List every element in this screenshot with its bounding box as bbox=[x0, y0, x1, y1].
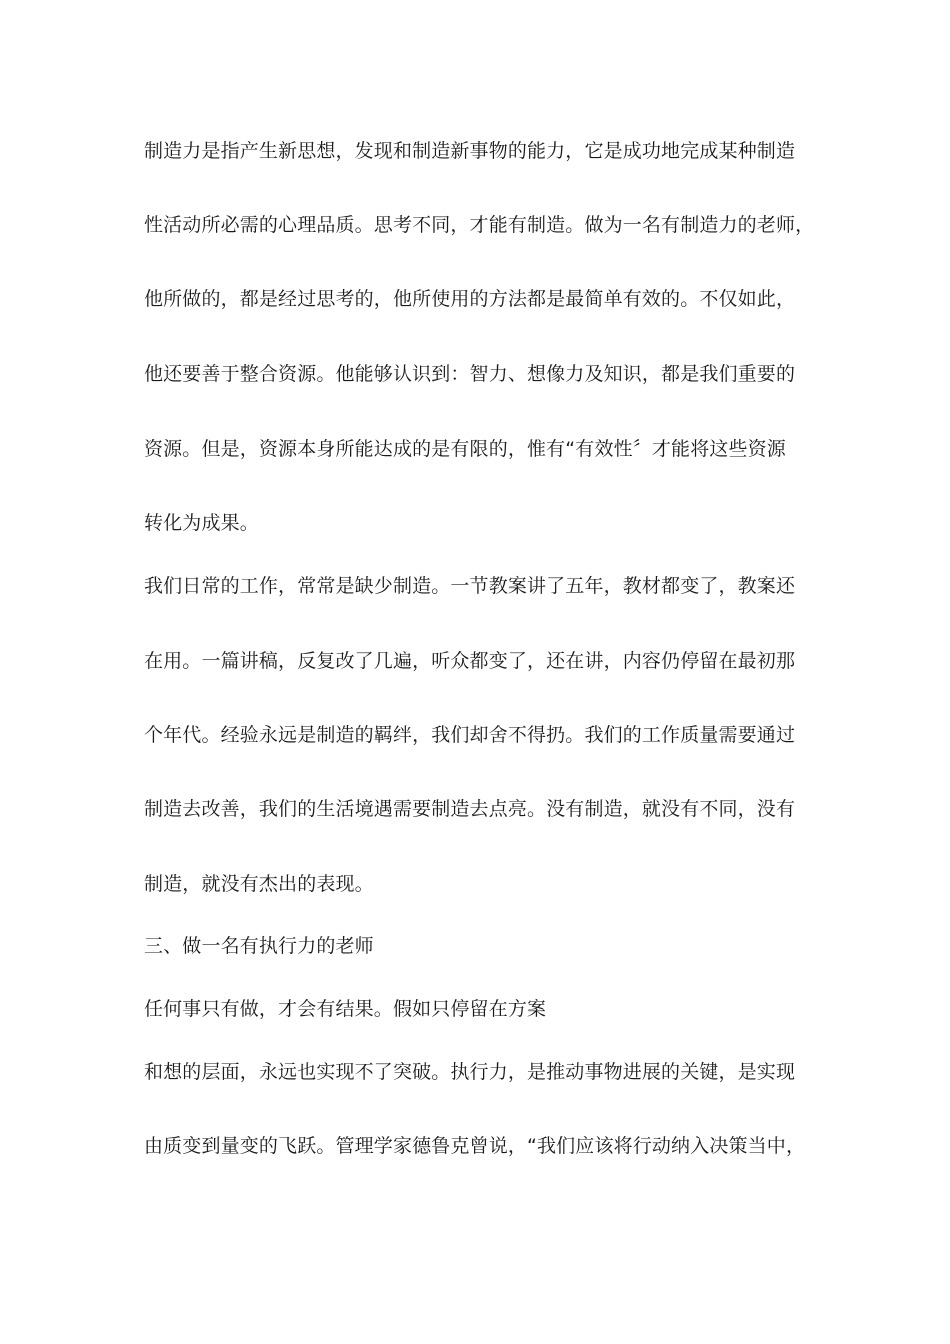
text-line: 制造去改善，我们的生活境遇需要制造去点亮。没有制造，就没有不同，没有 bbox=[144, 798, 796, 820]
text-line: 和想的层面，永远也实现不了突破。执行力，是推动事物进展的关键，是实现 bbox=[144, 1061, 796, 1083]
text-line: 资源。但是，资源本身所能达成的是有限的，惟有“有效性〞才能将这些资源 bbox=[144, 438, 786, 460]
text-line: 制造力是指产生新思想，发现和制造新事物的能力，它是成功地完成某种制造 bbox=[144, 140, 796, 162]
text-line: 在用。一篇讲稿，反复改了几遍，听众都变了，还在讲，内容仍停留在最初那 bbox=[144, 650, 796, 672]
text-line: 他所做的，都是经过思考的，他所使用的方法都是最简单有效的。不仅如此， bbox=[144, 288, 796, 310]
text-line: 他还要善于整合资源。他能够认识到：智力、想像力及知识，都是我们重要的 bbox=[144, 363, 796, 385]
text-line: 性活动所必需的心理品质。思考不同，才能有制造。做为一名有制造力的老师， bbox=[144, 214, 815, 236]
section-heading: 三、做一名有执行力的老师 bbox=[144, 935, 374, 957]
text-line: 制造，就没有杰出的表现。 bbox=[144, 873, 374, 895]
text-line: 由质变到量变的飞跃。管理学家德鲁克曾说，“我们应该将行动纳入决策当中， bbox=[144, 1135, 806, 1157]
text-line: 任何事只有做，才会有结果。假如只停留在方案 bbox=[144, 998, 547, 1020]
text-line: 转化为成果。 bbox=[144, 512, 259, 534]
text-line: 我们日常的工作，常常是缺少制造。一节教案讲了五年，教材都变了，教案还 bbox=[144, 575, 796, 597]
text-line: 个年代。经验永远是制造的羁绊，我们却舍不得扔。我们的工作质量需要通过 bbox=[144, 724, 796, 746]
